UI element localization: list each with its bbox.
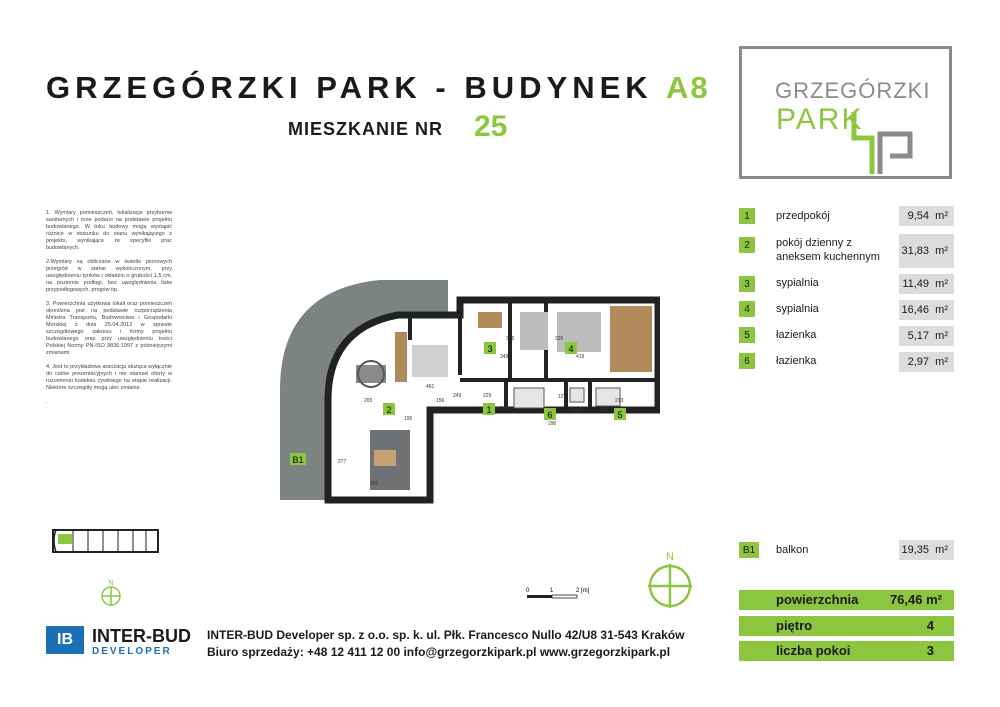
summary-rooms-value: 3 xyxy=(926,643,934,658)
dim-label: 127 xyxy=(558,394,567,400)
dim-label: 335 xyxy=(555,336,564,342)
summary-floor-value: 4 xyxy=(926,618,934,633)
room-number-badge: 4 xyxy=(739,301,755,317)
dim-label: 249 xyxy=(500,406,509,412)
building-code: A8 xyxy=(666,70,710,105)
plan-label-1: 1 xyxy=(486,405,492,415)
note-2: 2.Wymiary są obliczane w świetle pionowych przegród w stanie wykończonym, przy uwzględnieniu tynków i okładzin o grubości 1,5 cm, na poziomie podłogi, bez uwzględnienia listw przypodłogowych, progów itp. xyxy=(46,259,172,293)
brand-logo-mark-icon xyxy=(850,112,920,182)
plan-label-6: 6 xyxy=(547,410,553,420)
note-5: . xyxy=(46,399,48,405)
dim-label: 419 xyxy=(576,354,585,360)
apartment-number: 25 xyxy=(474,110,508,143)
room-area: 31,83 m² xyxy=(899,234,954,268)
room-number-badge: 3 xyxy=(739,276,755,292)
dim-label: 195 xyxy=(404,416,413,422)
dim-label: 349 xyxy=(500,354,509,360)
dim-label: 461 xyxy=(426,384,435,390)
room-name: pokój dzienny z aneksem kuchennym xyxy=(776,237,880,263)
balcony-name: balkon xyxy=(776,544,809,556)
floor-plan xyxy=(270,270,660,505)
dim-label: 335 xyxy=(506,336,515,342)
room-number-badge: 1 xyxy=(739,208,755,224)
dim-label: 156 xyxy=(436,398,445,404)
summary-area xyxy=(739,590,954,610)
summary-rooms xyxy=(739,641,954,661)
summary-area-value: 76,46 m² xyxy=(889,592,942,607)
interbud-logo-sub: DEVELOPER xyxy=(92,646,172,657)
note-1: 1. Wymiary pomieszczeń, lokalizacje przyborów sanitarnych i inne podano na podstawie projektu budowlanego. W toku budowy mogą wystąpić różnice w stosunku do stanu wynikającego z projektu, wynikające ze specyfiki prac budowlanych. xyxy=(46,210,172,251)
dim-label: 105 xyxy=(600,408,609,414)
dim-label: 290 xyxy=(548,421,557,427)
kitchen-counter xyxy=(395,332,407,382)
room-number-badge: 5 xyxy=(739,327,755,343)
scale-bar xyxy=(524,584,604,608)
brand-logo-top: GRZEGÓRZKI xyxy=(775,78,931,103)
building-key-plan xyxy=(48,520,168,560)
svg-text:0: 0 xyxy=(526,588,530,594)
svg-text:N: N xyxy=(108,580,114,587)
interbud-logo-name: INTER-BUD xyxy=(92,626,191,646)
brand-logo-bottom: PARK xyxy=(776,103,864,136)
dim-label: 229 xyxy=(483,393,492,399)
note-4: 4. Jest to przykładowa aranżacja służąca wyłącznie do celów prezentacyjnych i nie stanowi oferty w rozumieniu kodeksu cywilnego na etapie realizacji. Niektóre szczegóły mogą ulec zmianie. xyxy=(46,364,172,391)
dim-label: 265 xyxy=(364,398,373,404)
balcony-area: 19,35 m² xyxy=(899,540,954,560)
interbud-logo-mark: IB xyxy=(46,626,84,654)
dim-label: 213 xyxy=(615,398,624,404)
bed-room-4 xyxy=(557,312,601,352)
company-contact: Biuro sprzedaży: +48 12 411 12 00 info@grzegorzkipark.pl www.grzegorzkipark.pl xyxy=(207,645,671,659)
compass-small-icon xyxy=(96,578,126,608)
plan-label-2: 2 xyxy=(386,405,392,415)
room-area: 5,17 m² xyxy=(899,326,954,346)
room-number-badge: 2 xyxy=(739,237,755,253)
dim-label: 203 xyxy=(573,409,582,415)
bathtub xyxy=(514,388,544,408)
dim-label: 249 xyxy=(453,393,462,399)
notes-block xyxy=(46,210,172,413)
dim-label: 277 xyxy=(338,459,347,465)
note-3: 3. Powierzchnia użytkowa lokali oraz pomieszczeń określona jest na podstawie rozporządzenia Ministra Transportu, Budownictwa i Gospodarki Morskiej z dnia 25.04.2012 w sprawie szczegółowego zakresu i formy projektu budowlanego oraz przy uwzględnieniu treści Polskiej Normy PN-ISO 9836:1997 z późniejszymi zmianami. xyxy=(46,301,172,356)
room-area: 11,49 m² xyxy=(899,274,954,294)
svg-text:2 [m]: 2 [m] xyxy=(576,588,590,594)
apartment-label: MIESZKANIE NR xyxy=(288,119,444,139)
room-area: 9,54 m² xyxy=(899,206,954,226)
plan-label-b1: B1 xyxy=(292,455,304,465)
room-name: sypialnia xyxy=(776,303,819,315)
summary-rooms-label: liczba pokoi xyxy=(776,643,851,658)
room-area: 16,46 m² xyxy=(899,300,954,320)
room-name: przedpokój xyxy=(776,210,830,222)
room-name: łazienka xyxy=(776,355,817,367)
summary-floor xyxy=(739,616,954,636)
svg-text:N: N xyxy=(666,551,674,563)
room-name: sypialnia xyxy=(776,277,819,289)
svg-text:1: 1 xyxy=(550,588,554,594)
page-title: GRZEGÓRZKI PARK - BUDYNEK xyxy=(46,70,653,105)
plan-label-3: 3 xyxy=(487,344,493,354)
dim-label: 395 xyxy=(370,481,379,487)
summary-floor-label: piętro xyxy=(776,618,813,633)
room-name: łazienka xyxy=(776,329,817,341)
company-address: INTER-BUD Developer sp. z o.o. sp. k. ul. Płk. Francesco Nullo 42/U8 31-543 Kraków xyxy=(207,628,685,642)
balcony-badge: B1 xyxy=(739,542,759,558)
plan-label-4: 4 xyxy=(568,344,574,354)
summary-area-label: powierzchnia xyxy=(776,592,859,607)
room-number-badge: 6 xyxy=(739,353,755,369)
plan-label-5: 5 xyxy=(617,410,623,420)
compass-icon xyxy=(640,548,700,612)
room-area: 2,97 m² xyxy=(899,352,954,372)
bed-room-3 xyxy=(520,312,548,350)
